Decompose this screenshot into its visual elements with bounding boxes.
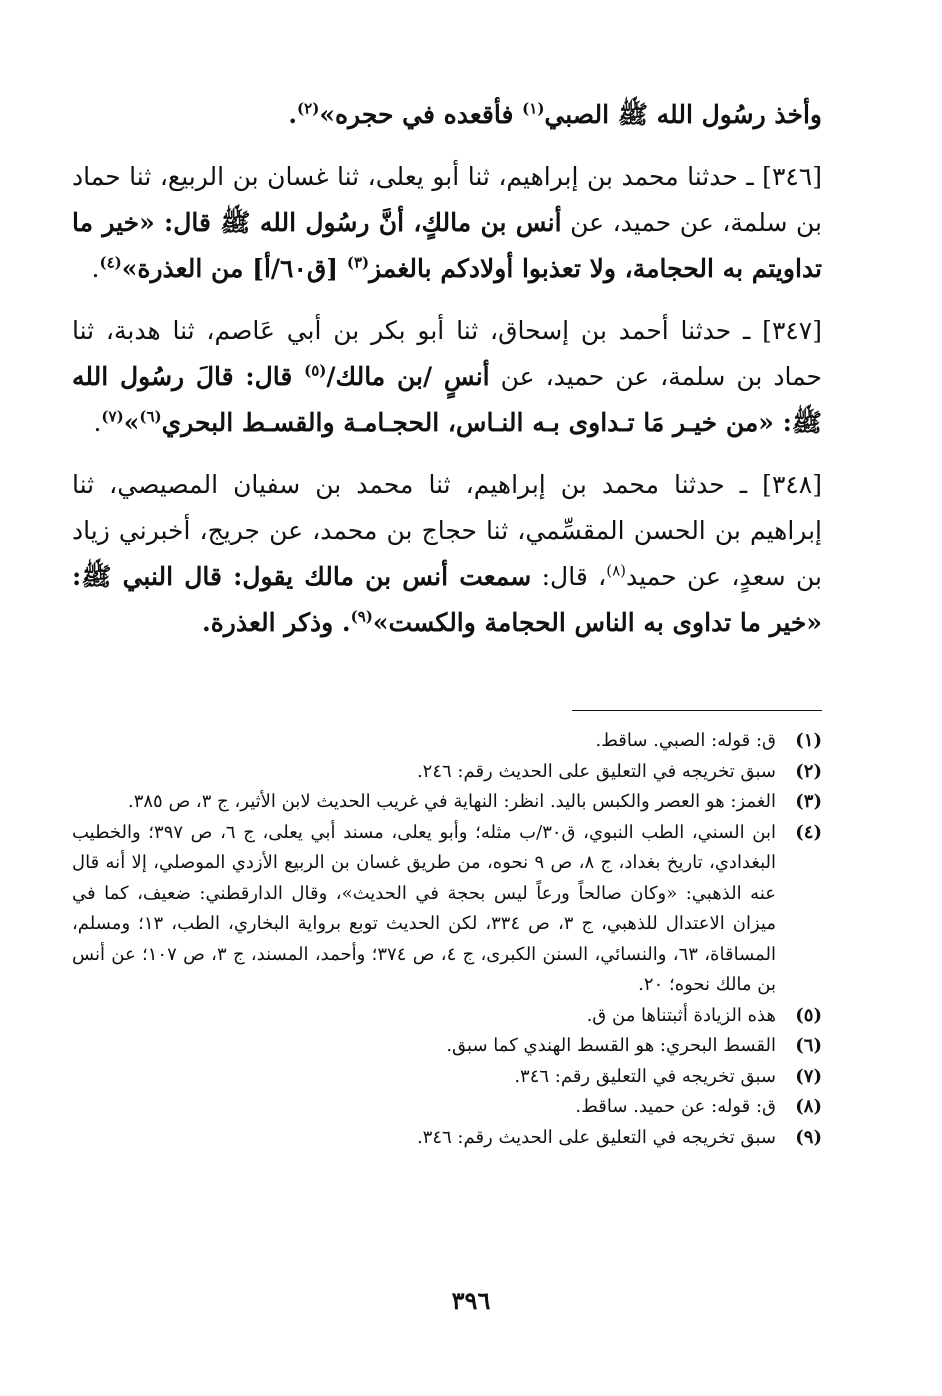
footnote-text: ابن السني، الطب النبوي، ق٣٠/ب مثله؛ وأبو يعلى، مسند أبي يعلى، ج ٦، ص ٣٩٧؛ والخطيب البغدادي، تاريخ بغداد، ج ٨، ص ٩ نحوه، من طريق غسان بن الربيع الأزدي الموصلي، إلا أنه قال عنه الذهبي: «وكان صالحاً ورعاً ليس بحجة في الحديث»، وقال الدارقطني: ضعيف، كما في ميزان الاعتدال للذهبي، ج ٣، ص ٣٣٤، لكن الحديث توبع برواية البخاري، الطب، ١٣؛ ومسلم، المساقاة، ٦٣، والنسائي، السنن الكبرى، ج ٤، ص ٣٧٤؛ وأحمد، المسند، ج ٣، ص ١٠٧؛ عن أنس بن مالك نحوه؛ ٢٠. xyxy=(72,821,777,995)
footnote-item xyxy=(72,1123,822,1154)
footnote-ref: (٢) xyxy=(297,99,320,118)
hadith-347-narrator: أنسٍ /بن مالك/ xyxy=(326,362,490,391)
footnote-item xyxy=(72,726,822,757)
footnote-ref: (٣) xyxy=(346,253,370,272)
hadith-348 xyxy=(72,462,822,646)
footnote-ref: (٨) xyxy=(606,561,627,580)
footnote-item xyxy=(72,757,822,788)
footnote-item xyxy=(72,1001,822,1032)
hadith-346-end: . xyxy=(91,254,100,283)
footnotes xyxy=(72,726,822,1153)
footnote-text: القسط البحري: هو القسط الهندي كما سبق. xyxy=(446,1035,776,1056)
footnote-number: (٧) xyxy=(795,1065,822,1087)
intro-end: . xyxy=(288,100,298,129)
footnote-ref: (٧) xyxy=(101,407,124,426)
footnote-text: هذه الزيادة أثبتناها من ق. xyxy=(586,1004,776,1026)
footnote-divider xyxy=(572,710,822,711)
footnote-number: (٦) xyxy=(795,1035,822,1056)
footnote-number: (٢) xyxy=(795,760,822,782)
page-number: ٣٩٦ xyxy=(451,1286,491,1315)
footnote-ref: (١) xyxy=(522,99,545,118)
footnote-text: سبق تخريجه في التعليق على الحديث رقم: ٢٤٦. xyxy=(416,760,776,782)
hadith-346-matn-cont: [ق٦٠/أ] من العذرة» xyxy=(121,254,347,283)
footnote-item xyxy=(72,1062,822,1093)
hadith-346-matn: أنس بن مالكٍ، أنَّ رسُول الله ﷺ قال: «خير ما تداويتم به الحجامة، ولا تعذبوا أولادكم بالغمز xyxy=(72,208,822,283)
footnote-number: (٤) xyxy=(795,821,822,843)
hadith-346 xyxy=(72,154,822,292)
intro-text: وأخذ رسُول الله ﷺ الصبي xyxy=(544,100,822,129)
hadith-348-matn: سمعت أنس بن مالك يقول: قال النبي ﷺ: «خير ما تداوى به الناس الحجامة والكست» xyxy=(72,562,822,637)
footnote-text: سبق تخريجه في التعليق رقم: ٣٤٦. xyxy=(514,1065,776,1087)
paragraph-intro xyxy=(72,92,822,138)
footnote-item xyxy=(72,1092,822,1123)
hadith-347-matn: قال: قالَ رسُول الله ﷺ: «من خيـر مَا تـداوى بـه النـاس، الحجـامـة والقسـط البحري xyxy=(72,362,822,437)
footnote-item xyxy=(72,1031,822,1062)
footnote-number: (١) xyxy=(795,730,822,751)
footnote-ref: (٩) xyxy=(350,607,373,626)
footnote-number: (٣) xyxy=(795,791,822,812)
footnote-text: الغمز: هو العصر والكبس باليد. انظر: النهاية في غريب الحديث لابن الأثير، ج ٣، ص ٣٨٥. xyxy=(127,791,776,812)
hadith-348-chain: [٣٤٨] ـ حدثنا محمد بن إبراهيم، ثنا محمد بن سفيان المصيصي، ثنا إبراهيم بن الحسن المقسِّمي، ثنا حجاج بن محمد، عن جريج، أخبرني زياد بن سعدٍ، عن حميد xyxy=(72,470,822,591)
hadith-347 xyxy=(72,308,822,446)
footnote-item xyxy=(72,818,822,1001)
footnote-number: (٥) xyxy=(795,1004,822,1026)
intro-text-cont: فأقعده في حجره» xyxy=(319,100,523,129)
footnote-text: سبق تخريجه في التعليق على الحديث رقم: ٣٤٦. xyxy=(416,1126,776,1148)
footnote-ref: (٥) xyxy=(304,361,327,380)
footnote-text: ق: قوله: الصبي. ساقط. xyxy=(595,730,776,751)
hadith-348-end: . وذكر العذرة. xyxy=(201,608,351,637)
footnote-ref: (٤) xyxy=(99,253,122,272)
hadith-348-connector: ، قال: xyxy=(531,562,607,591)
footnote-number: (٩) xyxy=(795,1126,822,1148)
footnote-text: ق: قوله: عن حميد. ساقط. xyxy=(575,1096,776,1117)
main-text xyxy=(72,92,822,658)
hadith-347-quote-end: » xyxy=(123,408,140,437)
hadith-346-chain: [٣٤٦] ـ حدثنا محمد بن إبراهيم، ثنا أبو يعلى، ثنا غسان بن الربيع، ثنا حماد بن سلمة، عن حميد، عن xyxy=(72,162,822,237)
footnote-ref: (٦) xyxy=(139,407,162,426)
hadith-347-chain: [٣٤٧] ـ حدثنا أحمد بن إسحاق، ثنا أبو بكر بن أبي عَاصم، ثنا هدبة، ثنا حماد بن سلمة، عن حميد، عن xyxy=(72,316,822,391)
hadith-347-end: . xyxy=(93,408,102,437)
footnote-item xyxy=(72,787,822,818)
footnote-number: (٨) xyxy=(795,1096,822,1117)
